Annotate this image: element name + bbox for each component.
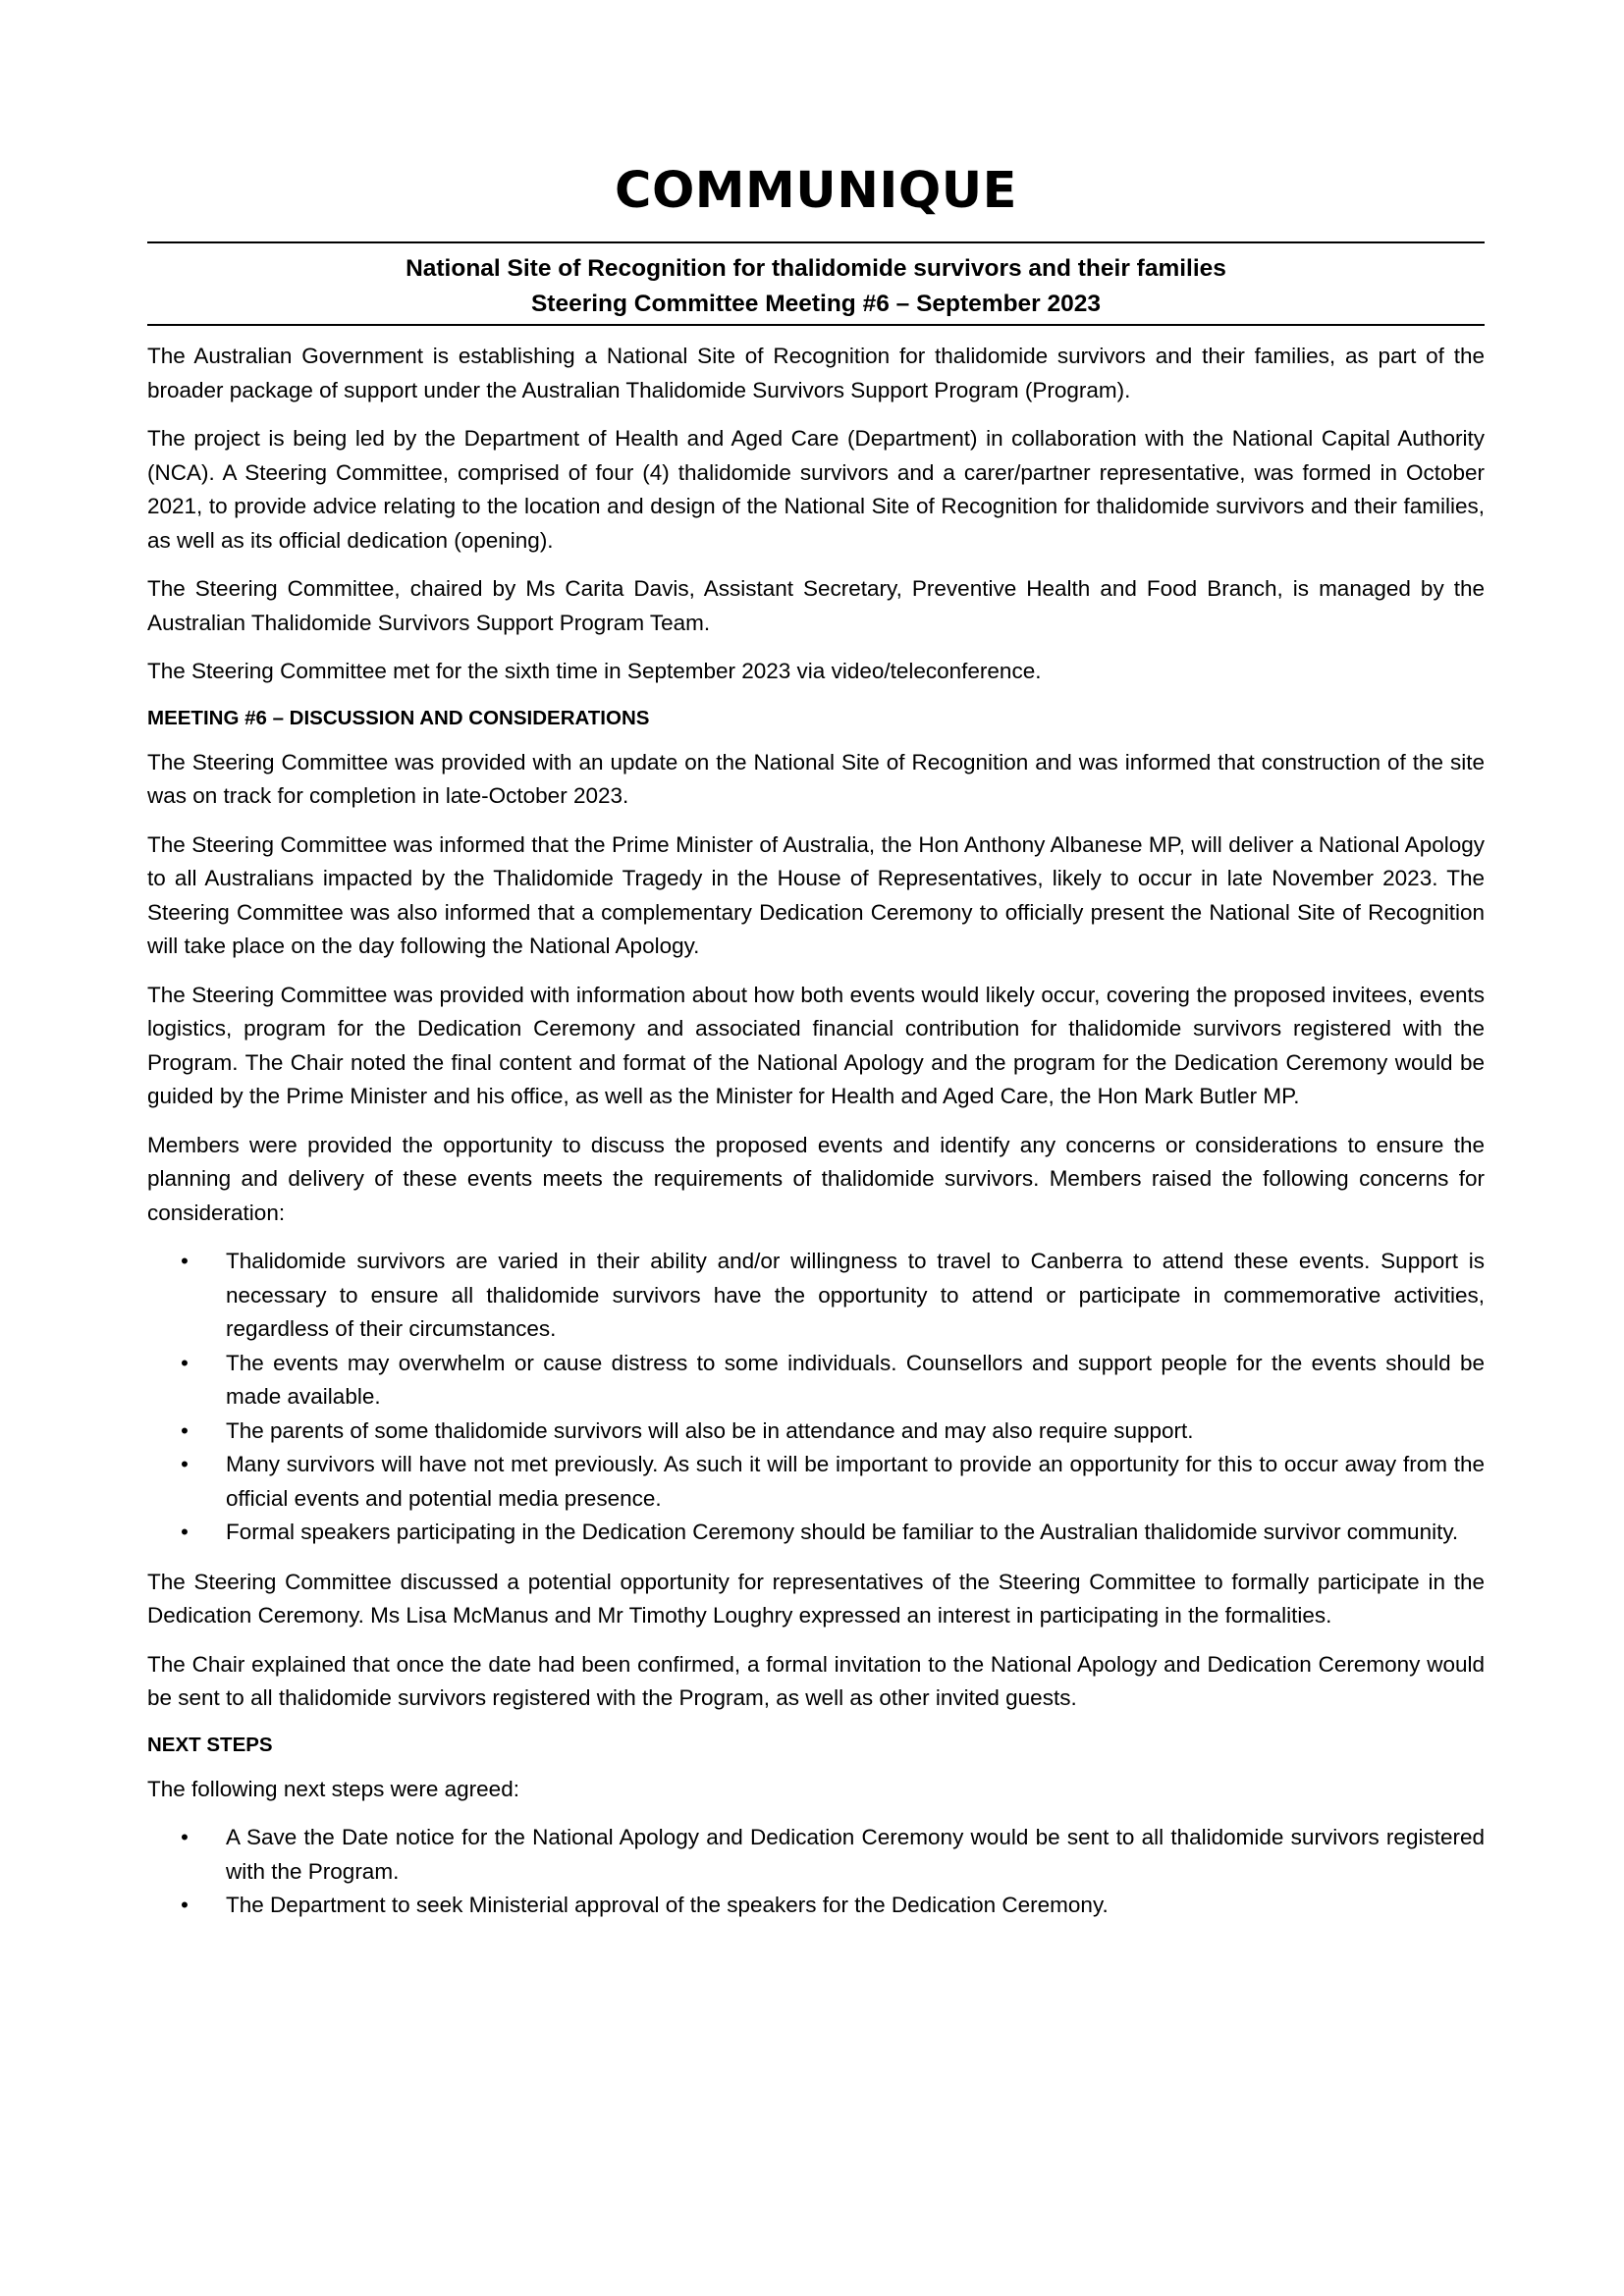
bullet-icon: •	[181, 1417, 189, 1443]
list-item-text: Formal speakers participating in the Dedication Ceremony should be familiar to the Australian thalidomide survivor community.	[226, 1520, 1459, 1544]
intro-paragraph: The Steering Committee met for the sixth time in September 2023 via video/teleconference.	[147, 659, 1042, 683]
list-item-text: Many survivors will have not met previously. As such it will be important to provide an opportunity for this to occur away from the official events and potential media presence.	[226, 1452, 1485, 1511]
intro-paragraph: The Australian Government is establishing a National Site of Recognition for thalidomide survivors and their families, as part of the broader package of support under the Australian Thalidomide Survivors Support Program (Program).	[147, 344, 1485, 402]
meeting-paragraph: The Steering Committee was informed that the Prime Minister of Australia, the Hon Anthony Albanese MP, will deliver a National Apology to all Australians impacted by the Thalidomide Tragedy in the House of Representatives, likely to occur in late November 2023. The Steering Committee was also informed that a complementary Dedication Ceremony to officially present the National Site of Recognition will take place on the day following the National Apology.	[147, 831, 1485, 958]
document-page	[147, 157, 1485, 1939]
list-item-text: The parents of some thalidomide survivors will also be in attendance and may also require support.	[226, 1417, 1194, 1443]
meeting-paragraph: The Steering Committee discussed a potential opportunity for representatives of the Steering Committee to formally participate in the Dedication Ceremony. Ms Lisa McManus and Mr Timothy Loughry expressed an interest in participating in the formalities.	[147, 1569, 1485, 1628]
next-steps-intro: The following next steps were agreed:	[147, 1776, 519, 1801]
list-item-text: The events may overwhelm or cause distress to some individuals. Counsellors and support people for the events should be made available.	[226, 1350, 1485, 1409]
meeting-paragraph: The Steering Committee was provided with an update on the National Site of Recognition and was informed that construction of the site was on track for completion in late-October 2023.	[147, 749, 1485, 808]
list-item	[147, 1415, 1485, 1449]
subtitle-block	[147, 243, 1485, 324]
meeting-paragraph: The Steering Committee was provided with information about how both events would likely occur, covering the proposed invitees, events logistics, program for the Dedication Ceremony and associated financial contribution for thalidomide survivors registered with the Program. The Chair noted the final content and format of the National Apology and the program for the Dedication Ceremony would be guided by the Prime Minister and his office, as well as the Minister for Health and Aged Care, the Hon Mark Butler MP.	[147, 982, 1485, 1108]
intro-paragraph: The project is being led by the Department of Health and Aged Care (Department) in collaboration with the National Capital Authority (NCA). A Steering Committee, comprised of four (4) thalidomide survivors and a carer/partner representative, was formed in October 2021, to provide advice relating to the location and design of the National Site of Recognition for thalidomide survivors and their families, as well as its official dedication (opening).	[147, 426, 1485, 553]
list-item	[147, 1245, 1485, 1347]
bullet-icon: •	[181, 1893, 189, 1917]
meeting-paragraph: The Chair explained that once the date had been confirmed, a formal invitation to the National Apology and Dedication Ceremony would be sent to all thalidomide survivors registered with the Program, as well as other invited guests.	[147, 1651, 1485, 1710]
meeting-heading: MEETING #6 – DISCUSSION AND CONSIDERATIONS	[147, 706, 650, 729]
bottom-rule	[147, 324, 1485, 326]
subtitle-line-1: National Site of Recognition for thalidomide survivors and their families	[406, 255, 1226, 282]
list-item-text: The Department to seek Ministerial approval of the speakers for the Dedication Ceremony.	[226, 1893, 1109, 1917]
document-title: COMMUNIQUE	[615, 162, 1017, 220]
list-item	[147, 1821, 1485, 1889]
list-item-text: Thalidomide survivors are varied in their ability and/or willingness to travel to Canberra to attend these events. Support is necessary to ensure all thalidomide survivors have the opportunity to attend or participate in commemorative activities, regardless of their circumstances.	[226, 1249, 1485, 1341]
next-steps-heading: NEXT STEPS	[147, 1733, 273, 1756]
list-item	[147, 1889, 1485, 1923]
intro-paragraph: The Steering Committee, chaired by Ms Carita Davis, Assistant Secretary, Preventive Health and Food Branch, is managed by the Australian Thalidomide Survivors Support Program Team.	[147, 576, 1485, 635]
bullet-icon: •	[181, 1249, 189, 1273]
subtitle-line-2: Steering Committee Meeting #6 – September 2023	[530, 291, 1102, 317]
list-item	[147, 1347, 1485, 1415]
bullet-icon: •	[181, 1452, 189, 1476]
bullet-icon: •	[181, 1350, 189, 1375]
bullet-icon: •	[181, 1520, 189, 1544]
document-body	[147, 340, 1485, 1923]
list-item-text: A Save the Date notice for the National Apology and Dedication Ceremony would be sent to all thalidomide survivors registered with the Program.	[226, 1825, 1485, 1884]
next-steps-list	[147, 1821, 1485, 1923]
list-item	[147, 1516, 1485, 1550]
meeting-paragraph: Members were provided the opportunity to discuss the proposed events and identify any concerns or considerations to ensure the planning and delivery of these events meets the requirements of thalidomide survivors. Members raised the following concerns for consideration:	[147, 1132, 1485, 1225]
list-item	[147, 1448, 1485, 1516]
concerns-list	[147, 1245, 1485, 1550]
bullet-icon: •	[181, 1825, 189, 1849]
